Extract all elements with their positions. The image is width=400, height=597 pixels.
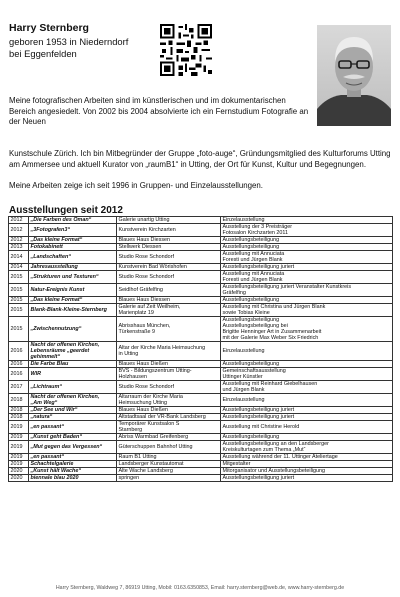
table-row	[9, 468, 393, 475]
exhibition-venue: Studio Rose Schondorf	[117, 251, 221, 264]
exhibition-title: Nacht der offenen Kirchen, „Am Weg“	[29, 394, 117, 407]
table-row	[9, 284, 393, 297]
exhibition-title: „3Fotografen3“	[29, 224, 117, 237]
table-row	[9, 244, 393, 251]
exhibition-type: Einzelausstellung	[221, 394, 393, 407]
exhibition-title: „Mut gegen das Vergessen“	[29, 441, 117, 454]
exhibition-year: 2018	[9, 407, 29, 414]
exhibition-year: 2014	[9, 251, 29, 264]
table-row	[9, 454, 393, 461]
exhibition-year: 2018	[9, 394, 29, 407]
exhibition-venue: Galerie unartig Utting	[117, 217, 221, 224]
footer-contact: Harry Sternberg, Waldweg 7, 86919 Utting, Mobil: 0163.6350853, Email: harry.sternberg@web.de, www.harry-sternberg.de	[55, 585, 345, 591]
exhibition-venue: Blaues Haus Dießen	[117, 361, 221, 368]
table-row	[9, 414, 393, 421]
table-row	[9, 224, 393, 237]
table-row	[9, 217, 393, 224]
exhibition-venue: Altstadtsaal der VR-Bank Landsberg	[117, 414, 221, 421]
exhibition-venue: Studio Rose Schondorf	[117, 271, 221, 284]
exhibition-year: 2015	[9, 297, 29, 304]
exhibition-year: 2014	[9, 264, 29, 271]
exhibition-year: 2017	[9, 381, 29, 394]
exhibition-title: „Kunst hält Wache“	[29, 468, 117, 475]
exhibitions-table	[8, 216, 393, 482]
exhibition-year: 2018	[9, 414, 29, 421]
exhibition-type: Ausstellungsbeteiligung Ausstellungsbeteiligung bei Brigitte Henninger Art in Zusammenarbeit mit der Galerie Max Weber Six Friedrich	[221, 317, 393, 342]
exhibition-title: „Landschaften“	[29, 251, 117, 264]
exhibition-year: 2020	[9, 468, 29, 475]
exhibition-title: Schachtelgalerie	[29, 461, 117, 468]
table-row	[9, 381, 393, 394]
exhibition-type: Ausstellungsbeteiligung juriert	[221, 475, 393, 482]
exhibition-year: 2015	[9, 304, 29, 317]
table-row	[9, 237, 393, 244]
exhibition-year: 2020	[9, 475, 29, 482]
exhibition-year: 2013	[9, 244, 29, 251]
exhibition-type: Ausstellungsbeteiligung juriert Veranstalter Kunstkreis Gräfelfing	[221, 284, 393, 297]
exhibition-title: „Der See und Wir“	[29, 407, 117, 414]
exhibition-year: 2019	[9, 454, 29, 461]
exhibition-venue: Galerie auf Zeit Weilheim, Marienplatz 19	[117, 304, 221, 317]
exhibition-venue: Güterschuppen Bahnhof Utting	[117, 441, 221, 454]
exhibition-venue: Blaues Haus Diessen	[117, 237, 221, 244]
exhibition-title: Nacht der offenen Kirchen, Lebensräume „geerdet gehimmelt“	[29, 342, 117, 361]
table-row	[9, 304, 393, 317]
bio-paragraph-continued: Kunstschule Zürich. Ich bin Mitbegründer der Gruppe „foto-auge“, Gründungsmitglied des Kulturforums Utting am Ammersee und aktuell Kurator von „raumB1“ in Utting, der Ort für Kunst, Kultur und Begegnungen.	[9, 149, 391, 169]
exhibition-type: Ausstellung mit Christina und Jürgen Blank sowie Tobias Kleine	[221, 304, 393, 317]
exhibition-title: „Strukturen und Texturen“	[29, 271, 117, 284]
exhibition-venue: Studio Rose Schondorf	[117, 381, 221, 394]
exhibition-title: „Zwischennutzung“	[29, 317, 117, 342]
table-row	[9, 475, 393, 482]
exhibition-title: „Lichtraum“	[29, 381, 117, 394]
exhibition-title: biennale blau 2020	[29, 475, 117, 482]
exhibition-venue: Altar der Kirche Maria Heimsuchung in Utting	[117, 342, 221, 361]
exhibition-type: Gemeinschaftsausstellung Uttinger Künstler	[221, 368, 393, 381]
exhibition-venue: Abriss Warmbad Greifenberg	[117, 434, 221, 441]
exhibition-venue: Blaues Haus Dießen	[117, 407, 221, 414]
exhibition-year: 2012	[9, 224, 29, 237]
exhibition-venue: Kunstverein Bad Wörishofen	[117, 264, 221, 271]
exhibition-type: Ausstellung mit Annuciata Foresti und Jürgen Blank	[221, 251, 393, 264]
exhibition-type: Ausstellungsbeteiligung	[221, 244, 393, 251]
exhibition-venue: Kunstverein Kirchzarten	[117, 224, 221, 237]
exhibition-title: Blank-Blank-Kleine-Sternberg	[29, 304, 117, 317]
exhibition-venue: BVS - Bildungszentrum Utting- Holzhausen	[117, 368, 221, 381]
exhibition-title: „Das kleine Format“	[29, 237, 117, 244]
exhibition-type: Ausstellungsbeteiligung	[221, 434, 393, 441]
exhibition-year: 2015	[9, 284, 29, 297]
exhibition-year: 2019	[9, 434, 29, 441]
exhibition-year: 2015	[9, 317, 29, 342]
table-row	[9, 297, 393, 304]
exhibition-year: 2019	[9, 421, 29, 434]
exhibition-type: Ausstellung mit Reinhard Giebelhausen und Jürgen Blank	[221, 381, 393, 394]
exhibition-title: „Das kleine Format“	[29, 297, 117, 304]
exhibition-title: Die Farbe Blau	[29, 361, 117, 368]
exhibition-year: 2016	[9, 342, 29, 361]
table-row	[9, 361, 393, 368]
table-row	[9, 342, 393, 361]
exhibition-year: 2016	[9, 368, 29, 381]
exhibition-type: Ausstellung mit Annuciata Foresti und Jürgen Blank	[221, 271, 393, 284]
exhibition-type: Ausstellungsbeteiligung an den Landsberger Kreiskulturtagen zum Thema „Mut“	[221, 441, 393, 454]
exhibition-type: Ausstellung während der 11. Uttinger Ateliertage	[221, 454, 393, 461]
exhibition-year: 2012	[9, 217, 29, 224]
exhibition-type: Einzelausstellung	[221, 342, 393, 361]
portrait-photo	[317, 25, 391, 126]
exhibition-year: 2016	[9, 361, 29, 368]
exhibition-year: 2012	[9, 237, 29, 244]
exhibition-title: „Die Farben des Oman“	[29, 217, 117, 224]
qr-code-icon	[160, 24, 212, 76]
table-row	[9, 441, 393, 454]
exhibition-year: 2019	[9, 461, 29, 468]
exhibition-venue: Landsberger Kunstautomat	[117, 461, 221, 468]
exhibition-type: Mitgestalter	[221, 461, 393, 468]
exhibition-type: Ausstellungsbeteiligung	[221, 361, 393, 368]
exhibition-type: Ausstellungsbeteiligung juriert	[221, 264, 393, 271]
intro-text: Meine Arbeiten zeige ich seit 1996 in Gruppen- und Einzelausstellungen.	[9, 181, 263, 190]
exhibition-venue: springen	[117, 475, 221, 482]
table-row	[9, 264, 393, 271]
exhibition-venue: Blaues Haus Diessen	[117, 297, 221, 304]
birth-line: geboren 1953 in Niederndorf	[9, 36, 129, 47]
table-row	[9, 251, 393, 264]
table-row	[9, 368, 393, 381]
artist-name: Harry Sternberg	[9, 22, 89, 34]
exhibition-type: Einzelausstellung	[221, 217, 393, 224]
exhibition-type: Mitorganisator und Ausstellungsbeteiligung	[221, 468, 393, 475]
table-row	[9, 271, 393, 284]
exhibition-title: „Kunst geht Baden“	[29, 434, 117, 441]
bio-paragraph: Meine fotografischen Arbeiten sind im künstlerischen und im dokumentarischen Bereich angesiedelt. Von 2002 bis 2004 absolvierte ich ein Fernstudium Fotografie an der Neuen	[9, 96, 309, 127]
exhibition-year: 2015	[9, 271, 29, 284]
table-row	[9, 421, 393, 434]
exhibition-title: Fotokabinett	[29, 244, 117, 251]
exhibition-venue: Raum B1 Utting	[117, 454, 221, 461]
table-row	[9, 461, 393, 468]
exhibition-type: Ausstellungsbeteiligung	[221, 237, 393, 244]
exhibition-type: Ausstellung mit Christine Herold	[221, 421, 393, 434]
exhibition-venue: Altarraum der Kirche Maria Heimsuchung Utting	[117, 394, 221, 407]
exhibition-title: „en passant“	[29, 421, 117, 434]
table-row	[9, 317, 393, 342]
exhibition-type: Ausstellungsbeteiligung	[221, 297, 393, 304]
exhibition-venue: Temporärer Kunstsalon S Starnberg	[117, 421, 221, 434]
table-row	[9, 407, 393, 414]
exhibition-venue: Alte Wache Landsberg	[117, 468, 221, 475]
exhibition-type: Ausstellung der 3 Preisträger Fotosalon Kirchzarten 2011	[221, 224, 393, 237]
exhibition-title: „en passant“	[29, 454, 117, 461]
exhibition-title: Natur-Ereignis Kunst	[29, 284, 117, 297]
exhibition-type: Ausstellungsbeteiligung juriert	[221, 414, 393, 421]
exhibition-year: 2019	[9, 441, 29, 454]
exhibition-venue: Seidlhof Gräfelfing	[117, 284, 221, 297]
birth-place-line: bei Eggenfelden	[9, 48, 77, 59]
exhibition-type: Ausstellungsbeteiligung juriert	[221, 407, 393, 414]
exhibition-title: „natura“	[29, 414, 117, 421]
exhibition-title: WIR	[29, 368, 117, 381]
section-title: Ausstellungen seit 2012	[9, 205, 123, 216]
exhibition-title: Jahresausstellung	[29, 264, 117, 271]
table-row	[9, 434, 393, 441]
exhibition-venue: Abrisshaus München, Türkenstraße 9	[117, 317, 221, 342]
table-row	[9, 394, 393, 407]
exhibition-venue: Stellwerk Diessen	[117, 244, 221, 251]
